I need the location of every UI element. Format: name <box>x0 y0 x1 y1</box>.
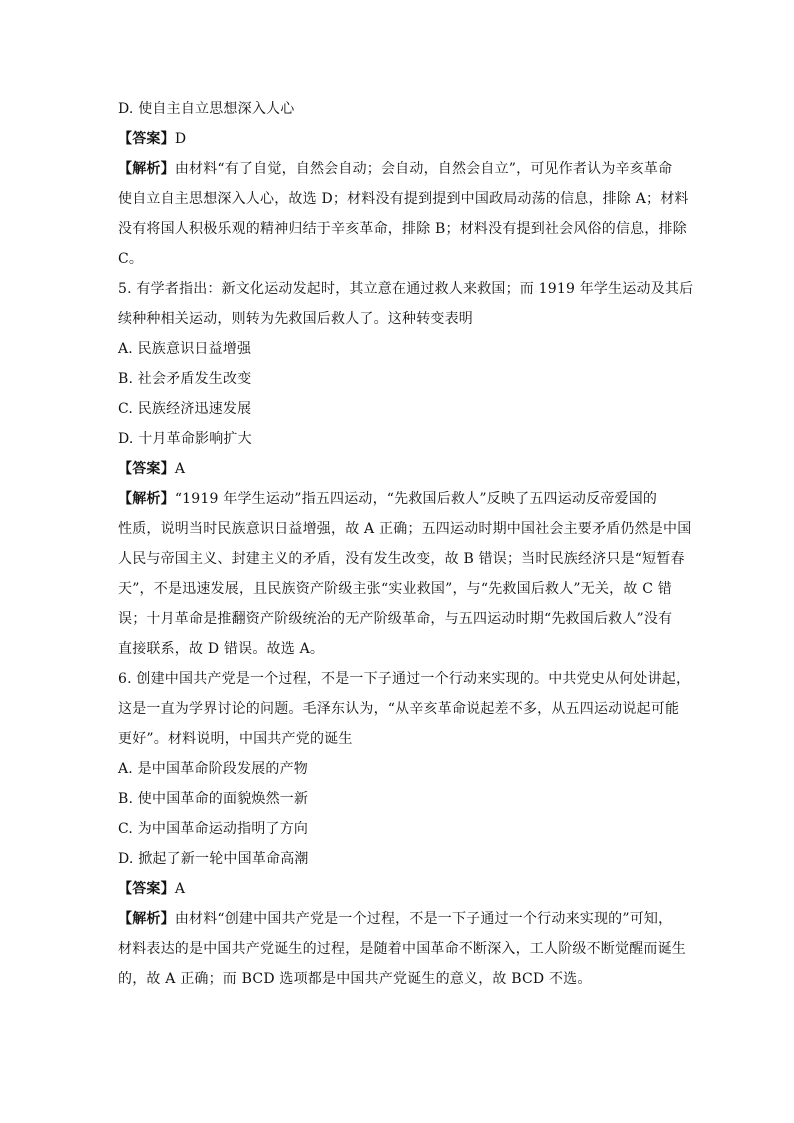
question-stem: 续种种相关运动，则转为先救国后救人了。这种转变表明 <box>118 311 473 327</box>
analysis-line <box>118 160 678 190</box>
question-stem: 6. 创建中国共产党是一个过程，不是一下子通过一个行动来实现的。中共党史从何处讲起， <box>118 671 691 687</box>
analysis-line: 的，故 A 正确；而 BCD 选项都是中国共产党诞生的意义，故 BCD 不选。 <box>118 971 592 987</box>
document-content <box>118 100 694 1000</box>
option-a: A. 是中国革命阶段发展的产物 <box>118 761 309 777</box>
analysis-line: 性质，说明当时民族意识日益增强，故 A 正确；五四运动时期中国社会主要矛盾仍然是中国 <box>118 521 692 537</box>
analysis-text: 由材料“有了自觉，自然会自动；会自动，自然会自立”，可见作者认为辛亥革命 <box>174 161 673 177</box>
analysis-line: 没有将国人积极乐观的精神归结于辛亥革命，排除 B；材料没有提到社会风俗的信息，排除 <box>118 221 687 237</box>
answer-value: A <box>174 461 186 477</box>
analysis-text: “1919 年学生运动”指五四运动，“先救国后救人”反映了五四运动反帝爱国的 <box>174 491 658 507</box>
answer-value: D <box>174 131 187 147</box>
answer-row <box>118 130 678 160</box>
answer-label: 【答案】 <box>118 881 175 897</box>
answer-label: 【答案】 <box>118 131 175 147</box>
answer-row <box>118 460 678 490</box>
option-d: D. 十月革命影响扩大 <box>118 431 252 447</box>
analysis-label: 【解析】 <box>118 911 175 927</box>
option-c: C. 为中国革命运动指明了方向 <box>118 821 309 837</box>
option-b: B. 使中国革命的面貌焕然一新 <box>118 791 309 807</box>
answer-value: A <box>174 881 186 897</box>
question-stem: 5. 有学者指出：新文化运动发起时，其立意在通过救人来救国；而 1919 年学生运动及其后 <box>118 281 694 297</box>
question-stem: 这是一直为学界讨论的问题。毛泽东认为，“从辛亥革命说起差不多，从五四运动说起可能 <box>118 701 680 717</box>
option-d: D. 掀起了新一轮中国革命高潮 <box>118 851 309 867</box>
analysis-line: 误；十月革命是推翻资产阶级统治的无产阶级革命，与五四运动时期“先救国后救人”没有 <box>118 611 673 627</box>
answer-row <box>118 880 678 910</box>
analysis-line: 使自立自主思想深入人心，故选 D；材料没有提到提到中国政局动荡的信息，排除 A；材料 <box>118 191 689 207</box>
analysis-line: 材料表达的是中国共产党诞生的过程，是随着中国革命不断深入，工人阶级不断觉醒而诞生 <box>118 941 686 957</box>
analysis-line: 人民与帝国主义、封建主义的矛盾，没有发生改变，故 B 错误；当时民族经济只是“短暂春 <box>118 551 685 567</box>
option-d: D. 使自主自立思想深入人心 <box>118 101 295 117</box>
analysis-line <box>118 910 678 940</box>
question-stem: 更好”。材料说明，中国共产党的诞生 <box>118 731 353 747</box>
answer-label: 【答案】 <box>118 461 175 477</box>
option-a: A. 民族意识日益增强 <box>118 341 252 357</box>
option-b: B. 社会矛盾发生改变 <box>118 371 252 387</box>
analysis-line: 天”，不是迅速发展，且民族资产阶级主张“实业救国”，与“先救国后救人”无关，故 C 错 <box>118 581 672 597</box>
analysis-line: 直接联系，故 D 错误。故选 A。 <box>118 641 325 657</box>
option-c: C. 民族经济迅速发展 <box>118 401 252 417</box>
analysis-label: 【解析】 <box>118 491 175 507</box>
analysis-label: 【解析】 <box>118 161 175 177</box>
analysis-line: C。 <box>118 251 144 267</box>
analysis-line <box>118 490 678 520</box>
analysis-text: 由材料“创建中国共产党是一个过程，不是一下子通过一个行动来实现的”可知， <box>174 911 673 927</box>
